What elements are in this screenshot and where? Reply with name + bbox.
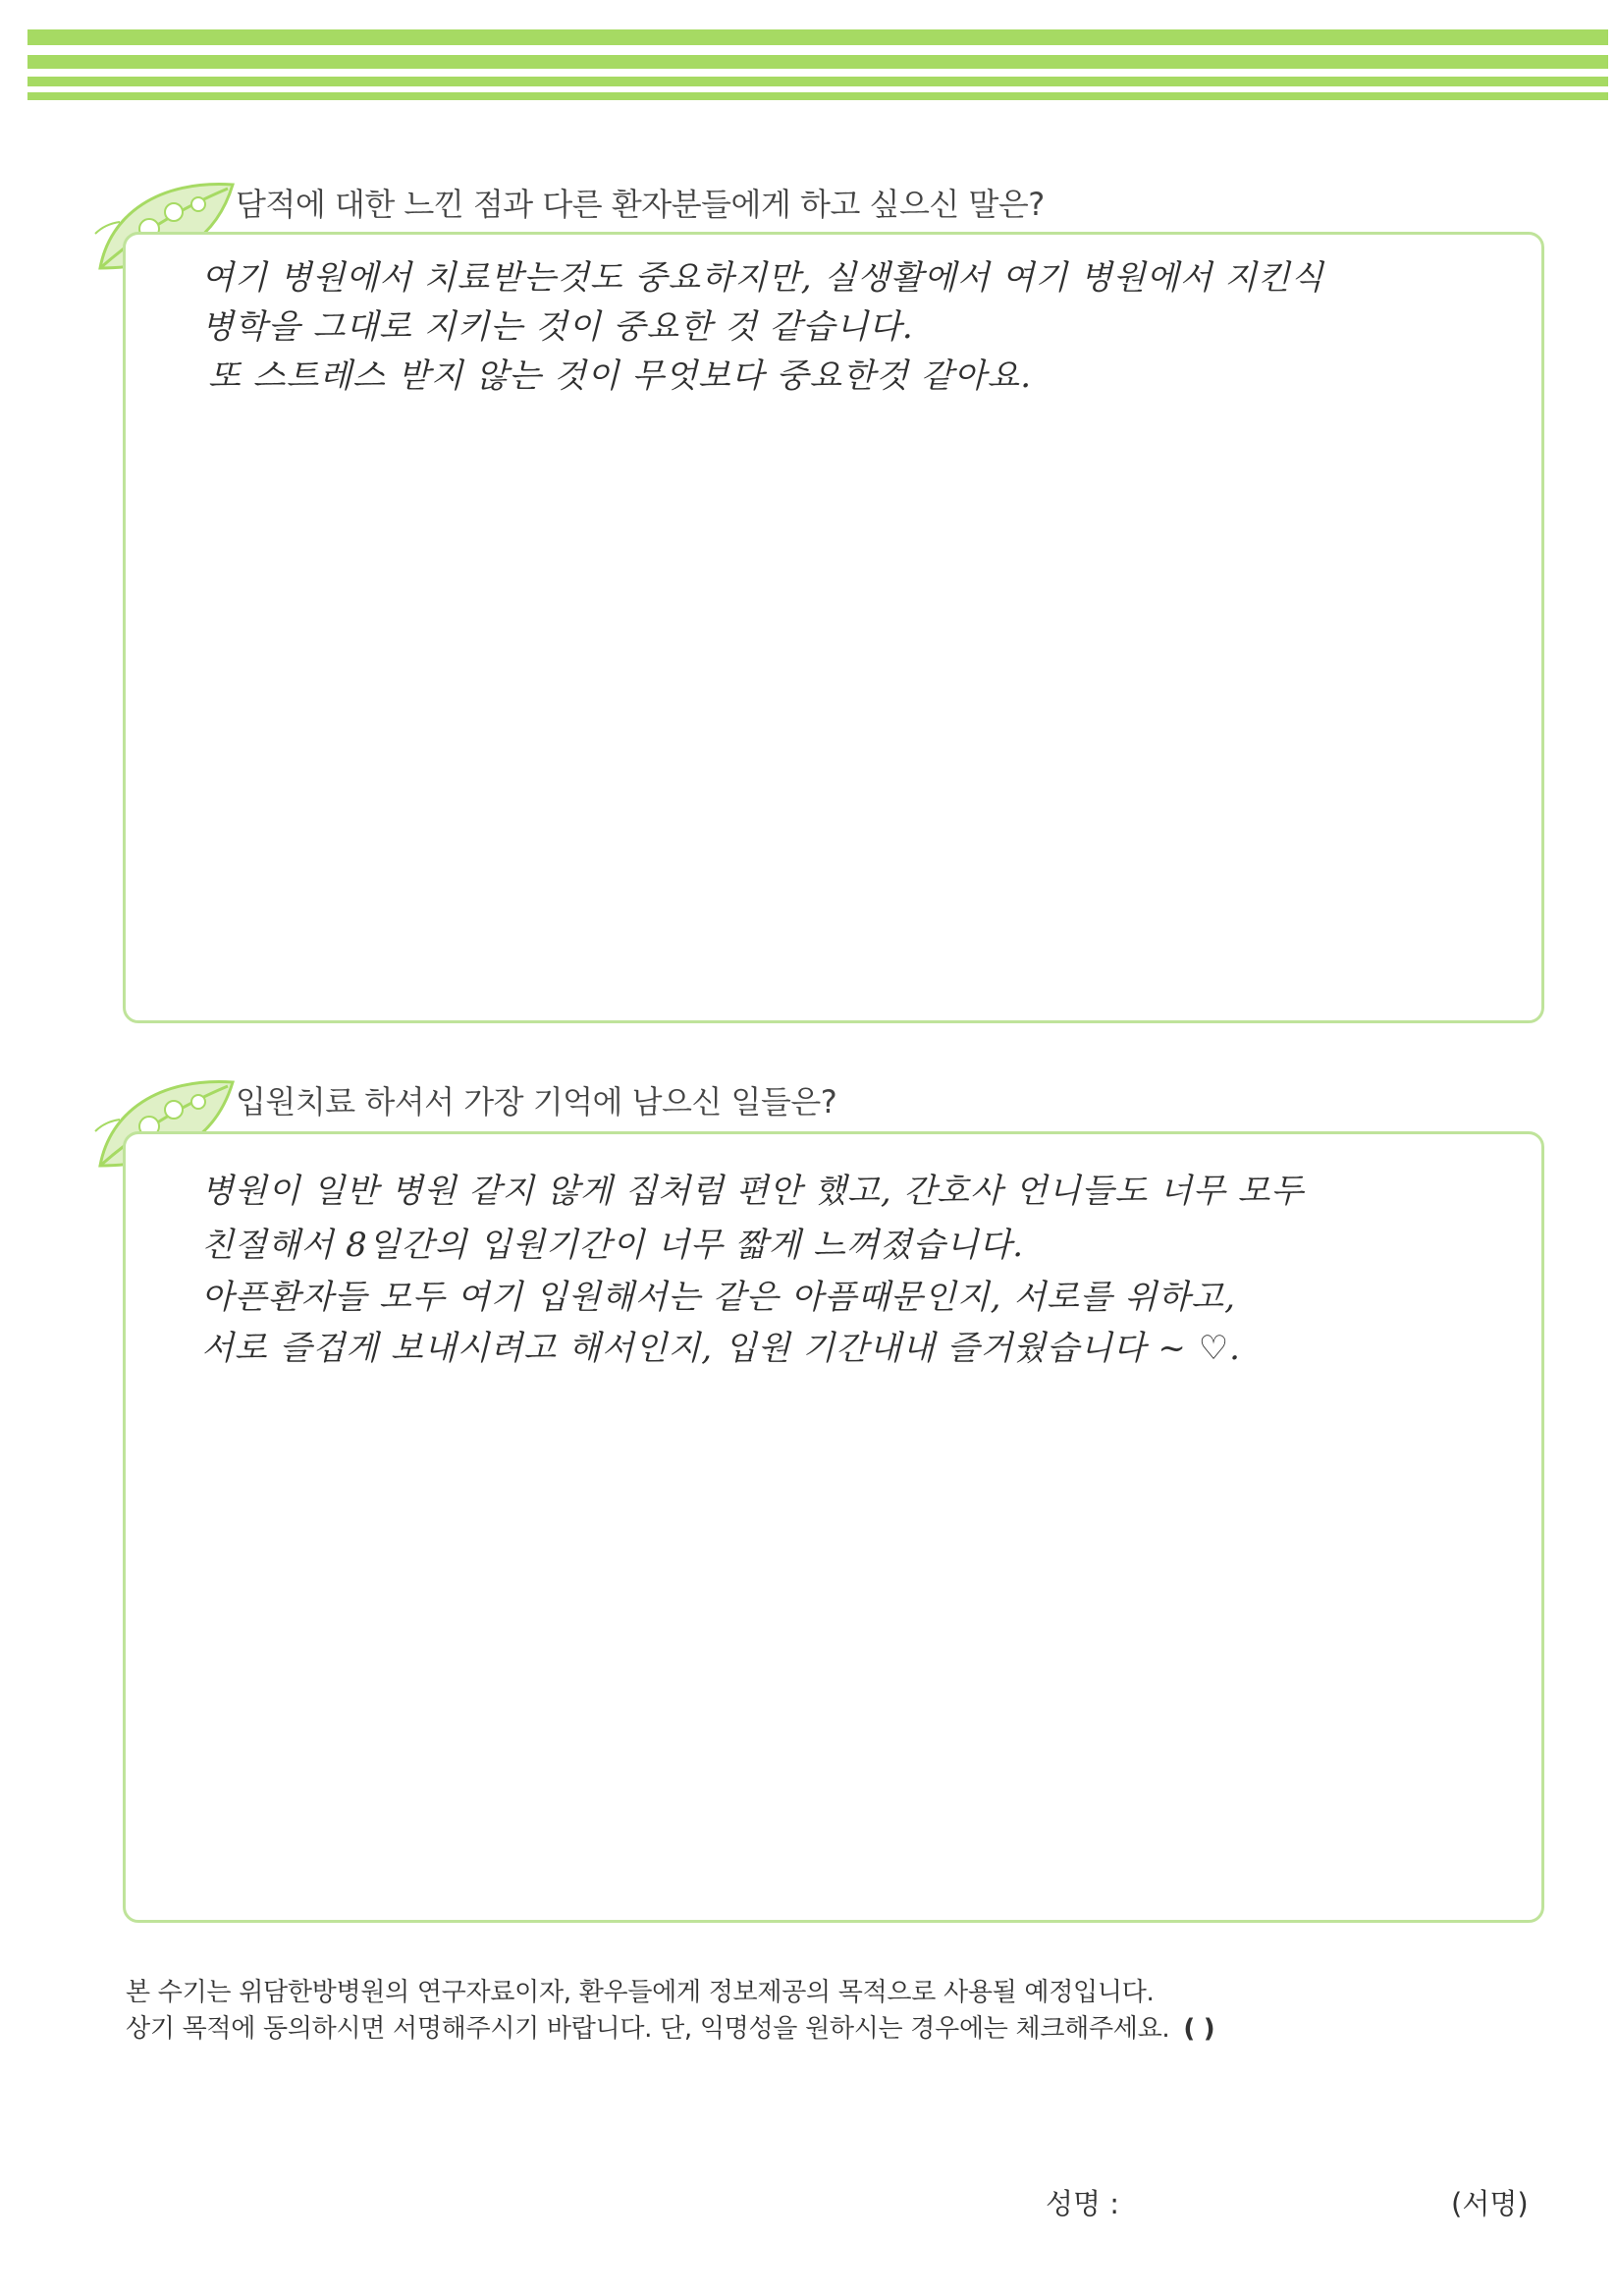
header-stripe [27, 92, 1608, 100]
header-stripe [27, 77, 1608, 86]
handwritten-answer-line: 병학을 그대로 지키는 것이 중요한 것 같습니다. [201, 307, 914, 347]
section-question: 담적에 대한 느낀 점과 다른 환자분들에게 하고 싶으신 말은? [236, 186, 1045, 223]
consent-text: 본 수기는 위담한방병원의 연구자료이자, 환우들에게 정보제공의 목적으로 사용될 예정입니다. [126, 1978, 1155, 2007]
handwritten-answer-line: 서로 즐겁게 보내시려고 해서인지, 입원 기간내내 즐거웠습니다 ~ ♡. [201, 1329, 1241, 1368]
handwritten-answer-line: 친절해서 8일간의 입원기간이 너무 짧게 느껴졌습니다. [201, 1226, 1025, 1265]
signature-suffix: (서명) [1451, 2187, 1529, 2220]
section-question: 입원치료 하셔서 가장 기억에 남으신 일들은? [236, 1083, 837, 1121]
anonymity-checkbox[interactable]: ( ) [1183, 2014, 1215, 2044]
signature-label: 성명 : [1046, 2187, 1120, 2220]
handwritten-answer-line: 여기 병원에서 치료받는것도 중요하지만, 실생활에서 여기 병원에서 지킨식 [201, 258, 1324, 298]
header-stripe [27, 55, 1608, 69]
header-stripes [27, 29, 1608, 100]
handwritten-answer-line: 또 스트레스 받지 않는 것이 무엇보다 중요한것 같아요. [208, 356, 1033, 396]
handwritten-answer-line: 아픈환자들 모두 여기 입원해서는 같은 아픔때문인지, 서로를 위하고, [201, 1278, 1236, 1317]
consent-text [126, 2008, 1214, 2045]
header-stripe [27, 29, 1608, 45]
consent-text-line: 상기 목적에 동의하시면 서명해주시기 바랍니다. 단, 익명성을 원하시는 경우에는 체크해주세요. [126, 2014, 1170, 2044]
handwritten-answer-line: 병원이 일반 병원 같지 않게 집처럼 편안 했고, 간호사 언니들도 너무 모두 [201, 1172, 1305, 1211]
